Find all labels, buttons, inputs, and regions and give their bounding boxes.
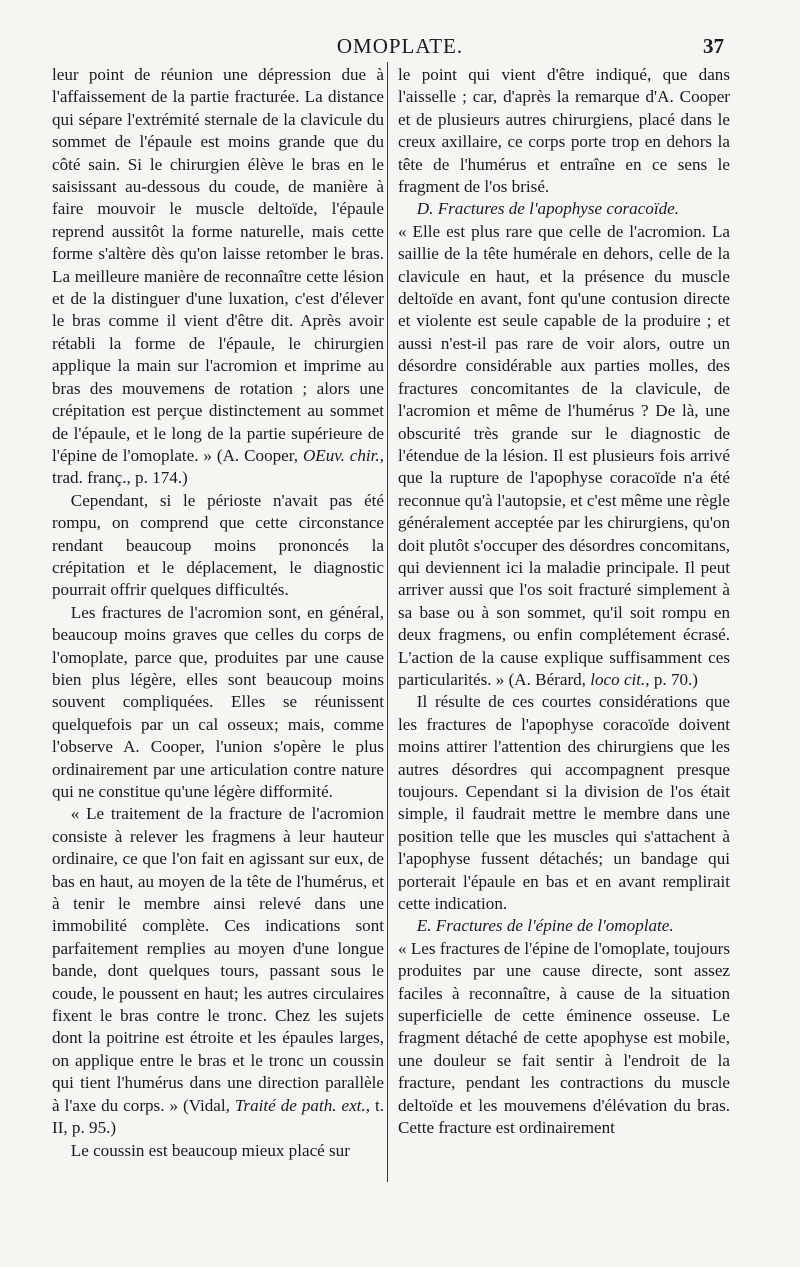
paragraph: leur point de réunion une dépression due à l'affaissement de la partie fracturée. La distance qui sépare l'extrémité sternale de la clavicule du sommet de l'épaule est moins grande que du côté sain. Si le chirurgien élève le bras en le saisissant au-dessous du coude, de manière à faire mouvoir le muscle deltoïde, l'épaule reprend aussitôt la forme naturelle, mais cette forme s'altère dès qu'on laisse retomber le bras. La meilleure manière de reconnaître cette lésion et de la distinguer d'une luxation, c'est d'élever le bras comme il vient d'être dit. Après avoir rétabli la forme de l'épaule, le chirurgien applique la main sur l'acromion et imprime au bras des mouvemens de rotation ; alors une crépitation est perçue distinctement au sommet de l'épaule, et le long de la partie supérieure de l'épine de l'omoplate. » (A. Cooper, OEuv. chir., trad. franç., p. 174.) [52, 65, 384, 488]
paragraph: « Les fractures de l'épine de l'omoplate, toujours produites par une cause directe, sont assez faciles à reconnaître, à cause de la situation superficielle de cette éminence osseuse. Le fragment détaché de cette apophyse est mobile, une douleur se fait sentir à l'endroit de la fracture, pendant les contractions du muscle deltoïde et les mouvemens d'élévation du bras. Cette fracture est ordinairement [398, 938, 730, 1138]
paragraph: Cependant, si le périoste n'avait pas été rompu, on comprend que cette circonstance rendant beaucoup moins prononcés la crépitation et le déplacement, le diagnostic pourrait offrir quelques difficultés. [52, 490, 384, 600]
section-heading: D. Fractures de l'apophyse coracoïde. [416, 199, 680, 219]
column-divider [387, 62, 388, 1182]
left-column [52, 64, 384, 1162]
right-column [398, 64, 730, 1140]
paragraph: le point qui vient d'être indiqué, que dans l'aisselle ; car, d'après la remarque d'A. Cooper et de plusieurs autres chirurgiens, placé dans le creux axillaire, ce corps porte trop en dehors la tête de l'humérus et entraîne en ce sens le fragment de l'os brisé. [398, 65, 730, 197]
section-heading: E. Fractures de l'épine de l'omoplate. [416, 916, 674, 936]
paragraph: Il résulte de ces courtes considérations que les fractures de l'apophyse coracoïde doivent moins attirer l'attention des chirurgiens que les autres désordres qui accompagnent presque toujours. Cependant si la division de l'os était simple, il faudrait mettre le membre dans une position telle que les muscles qui s'attachent à l'apophyse fussent détachés; un bandage qui porterait l'épaule en bas et en avant remplirait cette indication. [398, 692, 730, 914]
paragraph: Le coussin est beaucoup mieux placé sur [70, 1140, 350, 1160]
page-number: 37 [703, 34, 724, 58]
paragraph: « Le traitement de la fracture de l'acromion consiste à relever les fragmens à leur hauteur ordinaire, ce que l'on fait en agissant sur eux, de bas en haut, au moyen de la tête de l'humérus, et à tenir le membre ainsi relevé dans une immobilité complète. Ces indications sont parfaitement remplies au moyen d'une longue bande, dont quelques tours, passant sous le coude, le poussent en haut; les autres circulaires fixent le bras contre le tronc. Chez les sujets dont la poitrine est étroite et les épaules larges, on applique entre le bras et le tronc un coussin qui tient l'humérus dans une direction parallèle à l'axe du corps. » (Vidal, Traité de path. ext., t. II, p. 95.) [52, 804, 384, 1138]
paragraph: « Elle est plus rare que celle de l'acromion. La saillie de la tête humérale en dehors, celle de la clavicule en haut, et la présence du muscle deltoïde en avant, font qu'une contusion directe et violente est seule capable de la produire ; et aussi n'est-il pas rare de voir alors, outre un désordre considérable aux parties molles, des fractures concomitantes de la clavicule, de l'acromion et même de l'humérus ? De là, une obscurité très grande sur le diagnostic de l'étendue de la lésion. Il est plusieurs fois arrivé que la rupture de l'apophyse coracoïde n'a été reconnue qu'à l'autopsie, et c'est même une règle généralement acceptée par les chirurgiens, qu'on doit plutôt s'occuper des désordres concomitans, qui deviennent ici la maladie principale. Il peut arriver aussi que l'os soit fracturé simplement à sa base ou à son sommet, qu'il soit rompu en deux fragmens, ou enfin complétement écrasé. L'action de la cause explique suffisamment ces particularités. » (A. Bérard, loco cit., p. 70.) [398, 221, 730, 689]
page-header [0, 34, 800, 62]
paragraph: Les fractures de l'acromion sont, en général, beaucoup moins graves que celles du corps de l'omoplate, parce que, produites par une cause bien plus légère, elles sont beaucoup moins souvent compliquées. Elles se réunissent quelquefois par un cal osseux; mais, comme l'observe A. Cooper, l'union s'opère le plus ordinairement par une articulation contre nature qui ne constitue qu'une légère difformité. [52, 602, 384, 801]
running-title: OMOPLATE. [336, 34, 464, 58]
